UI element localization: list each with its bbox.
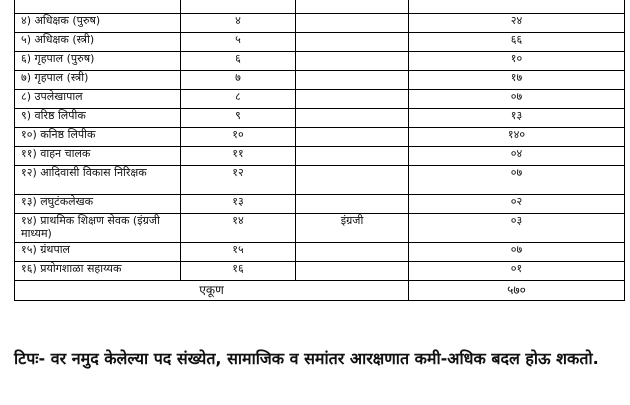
post-number-cell: १२ [181,166,296,195]
posts-table [14,0,625,301]
post-count-cell: १७ [409,71,625,90]
post-number-cell: ९ [181,109,296,128]
total-value: ५७० [409,281,625,301]
table-row [15,33,625,52]
post-name-cell: १५) ग्रंथपाल [15,243,181,262]
post-count-cell: ०१ [409,262,625,281]
post-name-cell [15,0,181,14]
table-row [15,71,625,90]
post-note-cell [296,147,409,166]
post-name-cell: ६) गृहपाल (पुरुष) [15,52,181,71]
post-number-cell: १४ [181,214,296,243]
total-row [15,281,625,301]
post-note-cell [296,33,409,52]
table-row [15,166,625,195]
post-name-cell: ११) वाहन चालक [15,147,181,166]
post-name-cell: १२) आदिवासी विकास निरिक्षक [15,166,181,195]
post-count-cell: ६६ [409,33,625,52]
post-count-cell: १० [409,52,625,71]
post-note-cell: इंग्रजी [296,214,409,243]
post-note-cell [296,0,409,14]
post-name-cell: ५) अधिक्षक (स्त्री) [15,33,181,52]
table-row [15,243,625,262]
post-number-cell: ८ [181,90,296,109]
post-number-cell: १० [181,128,296,147]
post-name-cell: १६) प्रयोगशाळा सहाय्यक [15,262,181,281]
post-number-cell: ७ [181,71,296,90]
post-count-cell: ०७ [409,90,625,109]
post-count-cell: ०२ [409,195,625,214]
post-count-cell [409,0,625,14]
post-note-cell [296,195,409,214]
post-name-cell: ८) उपलेखापाल [15,90,181,109]
post-number-cell: ५ [181,33,296,52]
table-row [15,0,625,14]
post-count-cell: १४० [409,128,625,147]
post-count-cell: ०४ [409,147,625,166]
post-name-cell: १३) लघुटंकलेखक [15,195,181,214]
post-number-cell: १६ [181,262,296,281]
table-row [15,195,625,214]
table-row [15,214,625,243]
post-count-cell: ०३ [409,214,625,243]
post-note-cell [296,128,409,147]
table-row [15,128,625,147]
post-number-cell: ११ [181,147,296,166]
post-note-cell [296,52,409,71]
table-row [15,52,625,71]
post-number-cell: ६ [181,52,296,71]
post-count-cell: ०७ [409,243,625,262]
post-name-cell: ७) गृहपाल (स्त्री) [15,71,181,90]
post-count-cell: २४ [409,14,625,33]
post-name-cell: ९) वरिष्ठ लिपीक [15,109,181,128]
post-count-cell: १३ [409,109,625,128]
post-note-cell [296,262,409,281]
post-number-cell [181,0,296,14]
post-name-cell: १४) प्राथमिक शिक्षण सेवक (इंग्रजी माध्यम) [15,214,181,243]
post-note-cell [296,243,409,262]
post-note-cell [296,90,409,109]
post-number-cell: १५ [181,243,296,262]
post-note-cell [296,71,409,90]
post-note-cell [296,14,409,33]
post-count-cell: ०७ [409,166,625,195]
table-row [15,262,625,281]
table-row [15,109,625,128]
footnote: टिपः- वर नमुद केलेल्या पद संख्येत, सामाजिक व समांतर आरक्षणात कमी-अधिक बदल होऊ शकतो. [14,349,599,368]
post-name-cell: १०) कनिष्ठ लिपीक [15,128,181,147]
post-note-cell [296,166,409,195]
post-name-cell: ४) अधिक्षक (पुरुष) [15,14,181,33]
total-label: एकूण [15,281,409,301]
post-number-cell: १३ [181,195,296,214]
table-row [15,90,625,109]
post-number-cell: ४ [181,14,296,33]
post-note-cell [296,109,409,128]
table-row [15,14,625,33]
table-row [15,147,625,166]
